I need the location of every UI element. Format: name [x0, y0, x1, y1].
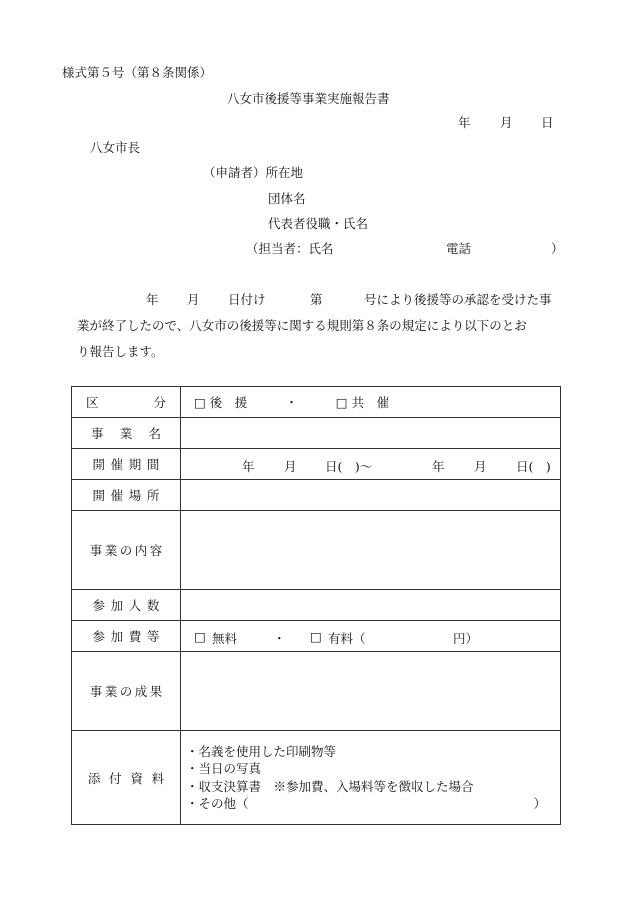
- table-row: [72, 731, 561, 825]
- period-label-cell: [72, 449, 181, 480]
- fee-value-cell: [181, 621, 561, 652]
- period-value-cell[interactable]: [181, 449, 561, 480]
- statement-line1-text: 号により後援等の承認を受けた事: [364, 292, 552, 307]
- statement-line2: 業が終了したので、八女市の後援等に関する規則第８条の規定により以下のとお: [77, 318, 527, 333]
- venue-label-cell: [72, 480, 181, 511]
- attachment-other-close: ）: [533, 796, 546, 811]
- content-label-cell: [72, 511, 181, 590]
- support-option-label: 後 援: [209, 395, 248, 410]
- period-end-day: 日( ): [516, 459, 551, 474]
- table-row: [72, 418, 561, 449]
- participants-label: 参加人数: [92, 598, 166, 613]
- project-name-label: 事業名: [90, 426, 178, 441]
- cosponsor-option-label: 共 催: [351, 395, 390, 410]
- category-value-cell: [181, 387, 561, 418]
- participants-label-cell: [72, 590, 181, 621]
- statement-date-suffix: 日付け: [228, 292, 266, 307]
- statement-line3: り報告します。: [77, 344, 164, 359]
- table-row: [72, 621, 561, 652]
- attachments-label: 添付資料: [87, 770, 173, 786]
- content-label: 事業の内容: [89, 543, 165, 558]
- applicant-address-label: （申請者）所在地: [203, 165, 304, 180]
- form-number: 様式第５号（第８条関係）: [62, 65, 213, 80]
- category-label-left: 区: [86, 395, 99, 410]
- paid-checkbox[interactable]: □: [310, 629, 322, 644]
- venue-label: 開催場所: [92, 488, 166, 503]
- results-label-cell: [72, 652, 181, 731]
- attachment-other-label: ・その他（: [186, 796, 249, 811]
- attachment-item: ・収支決算書 ※参加費、入場料等を徴収した場合: [186, 778, 474, 794]
- venue-input[interactable]: [181, 480, 561, 511]
- group-name-label: 団体名: [268, 191, 306, 206]
- period-end-year: 年: [432, 459, 445, 474]
- attachment-item: ・名義を使用した印刷物等: [186, 743, 337, 759]
- table-row: [72, 590, 561, 621]
- table-row: [72, 511, 561, 590]
- period-start-day: 日( )～: [325, 459, 373, 474]
- participants-input[interactable]: [181, 590, 561, 621]
- free-option-label: 無料: [212, 631, 238, 646]
- attachment-item: ・当日の写真: [186, 761, 262, 776]
- date-month-label: 月: [500, 115, 513, 130]
- representative-label: 代表者役職・氏名: [268, 216, 369, 231]
- content-input[interactable]: [181, 511, 561, 590]
- project-name-label-cell: [72, 418, 181, 449]
- fee-separator: ・: [273, 631, 286, 646]
- period-start-month: 月: [284, 459, 297, 474]
- report-form-table: [71, 386, 561, 825]
- statement-year: 年: [146, 292, 159, 307]
- table-row: [72, 652, 561, 731]
- document-title: 八女市後援等事業実施報告書: [227, 91, 390, 106]
- table-row: [72, 480, 561, 511]
- fee-label: 参加費等: [92, 629, 166, 644]
- table-row: [72, 387, 561, 418]
- fee-yen-label: 円）: [453, 631, 479, 646]
- fee-label-cell: [72, 621, 181, 652]
- results-input[interactable]: [181, 652, 561, 731]
- statement-number-prefix: 第: [310, 292, 323, 307]
- category-label-cell: [72, 387, 181, 418]
- project-name-input[interactable]: [181, 418, 561, 449]
- support-checkbox[interactable]: □: [194, 395, 206, 410]
- results-label: 事業の成果: [89, 684, 165, 699]
- attachments-label-cell: [72, 731, 181, 825]
- phone-label: 電話: [446, 241, 472, 256]
- period-start-year: 年: [242, 459, 255, 474]
- category-separator: ・: [285, 395, 298, 410]
- attachments-list: [181, 731, 561, 825]
- free-checkbox[interactable]: □: [194, 629, 206, 644]
- paid-option-label: 有料（: [328, 631, 366, 646]
- cosponsor-checkbox[interactable]: □: [335, 395, 348, 410]
- table-row: [72, 449, 561, 480]
- period-label: 開催期間: [92, 457, 166, 472]
- category-label-right: 分: [153, 395, 166, 410]
- attachment-other-item: [186, 795, 560, 813]
- addressee: 八女市長: [90, 140, 141, 155]
- contact-person-label: （担当者：氏名: [246, 241, 334, 256]
- period-end-month: 月: [474, 459, 487, 474]
- date-year-label: 年: [458, 115, 471, 130]
- date-day-label: 日: [541, 115, 554, 130]
- contact-close-paren: ）: [551, 241, 564, 256]
- statement-month: 月: [187, 292, 200, 307]
